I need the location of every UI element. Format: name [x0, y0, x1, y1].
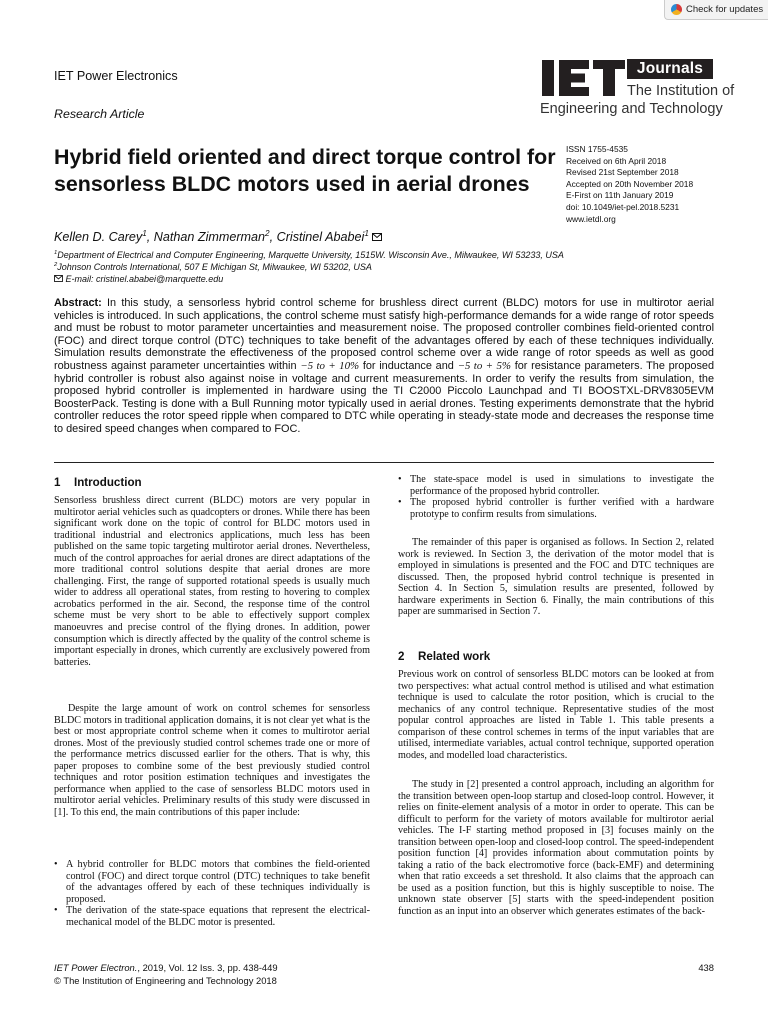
check-for-updates-label: Check for updates — [686, 4, 764, 15]
corresponding-email[interactable]: E-mail: cristinel.ababei@marquette.edu — [65, 274, 224, 284]
footer-citation — [54, 962, 278, 973]
journal-url[interactable]: www.ietdl.org — [566, 213, 616, 224]
section-number: 2 — [398, 650, 405, 663]
list-item: • The derivation of the state-space equations that represent the electrical-mechanical model of the BLDC motor is presented. — [54, 905, 370, 928]
crossmark-icon — [671, 4, 682, 15]
affiliation-text: Johnson Controls International, 507 E Michigan St, Milwaukee, WI 53202, USA — [57, 262, 372, 272]
abstract-math: −5 to + 10% — [300, 359, 360, 372]
author-affiliation-mark: 1 — [142, 228, 147, 238]
affiliation-mark: 2 — [54, 262, 58, 268]
contributions-list-continued — [398, 474, 714, 520]
efirst-date: E-First on 11th January 2019 — [566, 190, 674, 201]
iet-journals-label: Journals — [627, 59, 713, 79]
author-list: Kellen D. Carey$^1$, Nathan Zimmerman$^2$, Cristinel Ababei$^1$ — [54, 230, 382, 244]
paragraph-text: Despite the large amount of work on control schemes for sensorless BLDC motors in traditional application domains, it is not clear yet what is the best or most appropriate control scheme when it comes to multirotor aerial drones. Most of the previously studied control schemes trade one or more of the performance metrics discussed earlier for the others. That is why, this paper proposes to combine some of the best previously studied control techniques and rotor position estimation techniques and investigates the performance when applied to the case of sensorless BLDC motors used in multirotor aerial vehicles. Preliminary results of this study were discussed in [1]. To this end, the main contributions of this paper include: — [54, 703, 370, 818]
section-heading-introduction — [54, 476, 142, 489]
list-item: • The state-space model is used in simulations to investigate the performance of the proposed hybrid controller. — [398, 474, 714, 497]
footer-copyright: © The Institution of Engineering and Technology 2018 — [54, 975, 277, 986]
author-affiliation-mark: 2 — [265, 228, 270, 238]
received-date: Received on 6th April 2018 — [566, 155, 667, 166]
author-name: Kellen D. Carey — [54, 230, 143, 244]
affiliation-text: Department of Electrical and Computer Engineering, Marquette University, 1515W. Wisconsin Ave., Milwaukee, WI 53233, USA — [57, 250, 564, 260]
affiliations — [54, 249, 564, 285]
author-name: Nathan Zimmerman — [153, 230, 266, 244]
contributions-list — [54, 859, 370, 928]
abstract-math: −5 to + 5% — [457, 359, 511, 372]
section-number: 1 — [54, 476, 61, 489]
doi[interactable]: doi: 10.1049/iet-pel.2018.5231 — [566, 201, 680, 212]
issn: ISSN 1755-4535 — [566, 144, 628, 154]
author-affiliation-mark: 1 — [364, 228, 369, 238]
affiliation-line — [54, 249, 564, 261]
affiliation-mark: 1 — [54, 250, 58, 256]
paragraph-text: Sensorless brushless direct current (BLDC) motors are very popular in multirotor aerial vehicles such as quadcopters or drones. While there has been significant work done on the topic of control for BLDC motors used in traditional industrial and electronics applications, much less has been published on the same topic targeting multirotor aerial drones. Nevertheless, much of the control approaches for aerial drones are direct adaptations of the more traditional control solutions despite that aerial drones are more challenging. First, the range of supported rotational speeds is usually much wider to address all operational states, from resting to hovering to complex acrobatics performed in the air. Second, the response time of the control scheme must be very short to be able to effectively support complex manoeuvres and precise control of the flying drones. In addition, power consumption which is directly affected by the quality of the control scheme is important especially in drones, which currently are exclusively powered from batteries. — [54, 495, 370, 668]
iet-institution-line2: Engineering and Technology — [540, 101, 723, 117]
article-type: Research Article — [54, 107, 145, 121]
related-work-paragraph — [398, 779, 714, 918]
envelope-icon — [54, 275, 63, 282]
intro-paragraph — [398, 537, 714, 618]
paragraph-text: The study in [2] presented a control approach, including an algorithm for the transition between open-loop startup and closed-loop control. However, it relies on finite-element analysis of a motor in order to operate. This can be difficult to perform for the variety of motors available for multirotor aerial vehicles. The I-F starting method proposed in [3] focuses mainly on the transition between open-loop and closed-loop control. The speed-independent position function [4] provides information about commutation points by taking a ratio of the back electromotive force (back-EMF) and determining when that ratio exceeds a set threshold. It also claims that the approach can be used as a position function, but this is highly susceptible to noise. The unknown state observer [5] starts with the speed-independent position function as an input into an observer which generates estimates of the back- — [398, 779, 714, 918]
check-for-updates-button[interactable] — [664, 0, 768, 20]
affiliation-line — [54, 261, 564, 273]
list-item: • The proposed hybrid controller is further verified with a hardware prototype to confirm results from simulations. — [398, 497, 714, 520]
page-number: 438 — [698, 962, 714, 973]
list-item: • A hybrid controller for BLDC motors that combines the field-oriented control (FOC) and direct torque control (DTC) techniques to take benefit of the advantages offered by each of these techniques individually is proposed. — [54, 859, 370, 905]
paragraph-text: Previous work on control of sensorless BLDC motors can be looked at from two perspectives: what actual control method is utilised and what estimation technique is used to calculate the rotor position, which is crucial to the mechanics of any control technique. Representative studies of the most popular control approaches are listed in Table 1. This table presents a comparison of these control schemes in terms of the input variables that are utilised, intermediate variables, actual control technique, supported operation modes, and modelled load characteristics. — [398, 669, 714, 761]
section-title: Introduction — [74, 476, 142, 489]
email-line — [54, 273, 564, 285]
section-divider — [54, 462, 714, 463]
footer-journal: IET Power Electron. — [54, 962, 138, 973]
intro-paragraph — [54, 703, 370, 818]
iet-logo — [540, 58, 735, 122]
abstract — [54, 297, 714, 436]
related-work-paragraph — [398, 669, 714, 761]
section-heading-related-work — [398, 650, 490, 663]
abstract-label: Abstract: — [54, 297, 102, 309]
abstract-text: In this study, a sensorless hybrid control scheme for brushless direct current (BLDC) motors for use in multirotor aerial vehicles is introduced. In such applications, the control scheme must satisfy high-performance demands for a wide range of rotor speeds and must be robust to motor parameter uncertainties and measurement noise. The proposed controller combines field-oriented control (FOC) and direct torque control (DTC) techniques to take benefit of the advantages offered by each of these techniques individually. Simulation results demonstrate the effectiveness of the proposed control scheme over a wide range of rotor speeds as well as good robustness against parameter uncertainties within — [54, 297, 714, 372]
footer-volume: , 2019, Vol. 12 Iss. 3, pp. 438-449 — [137, 962, 278, 973]
abstract-text: for inductance and — [362, 359, 454, 372]
iet-institution-line1: The Institution of — [627, 83, 735, 99]
section-title: Related work — [418, 650, 491, 663]
intro-paragraph — [54, 495, 370, 668]
accepted-date: Accepted on 20th November 2018 — [566, 178, 694, 189]
abstract-text: for resistance parameters. The proposed hybrid controller is robust also against noise in voltage and current measurements. In order to verify the results from simulation, the proposed hybrid controller is implemented in hardware using the TI C2000 Piccolo Launchpad and TI BOOSTXL-DRV8305EVM BoosterPack. Testing is done with a Bull Running motor typically used in aerial drones. Testing experiments demonstrate that the hybrid controller reduces the rotor speed ripple when compared to DTC while operating in steady-state mode and decreases the response time to desired speed changes when compared to FOC. — [54, 359, 715, 435]
journal-name: IET Power Electronics — [54, 69, 178, 83]
paragraph-text: The remainder of this paper is organised as follows. In Section 2, related work is reviewed. In Section 3, the derivation of the motor model that is employed in simulations is presented and the FOC and DTC techniques are discussed. Then, the proposed hybrid control technique is presented in Section 4. In Section 5, simulation results are presented, followed by hardware experiments in Section 6. Finally, the main contributions of this paper are summarised in Section 7. — [398, 537, 714, 618]
iet-logo-mark-icon — [540, 58, 626, 98]
envelope-icon — [372, 233, 382, 241]
article-title: Hybrid field oriented and direct torque control for sensorless BLDC motors used in aerial drones — [54, 145, 556, 196]
author-name: Cristinel Ababei — [276, 230, 365, 244]
revised-date: Revised 21st September 2018 — [566, 167, 679, 178]
article-metadata — [566, 144, 693, 225]
